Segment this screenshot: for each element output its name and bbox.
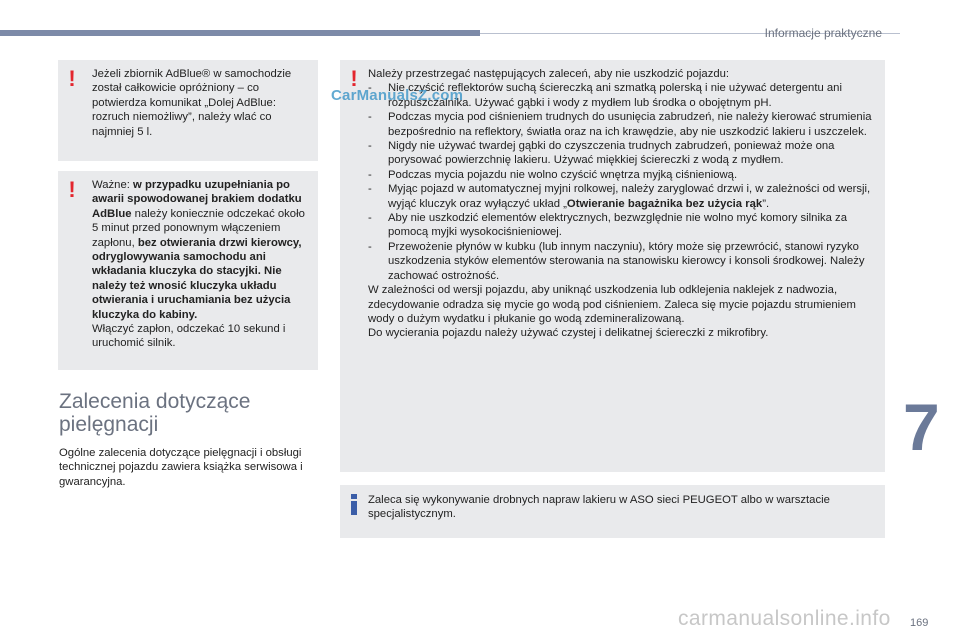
list-item: - Aby nie uszkodzić elementów elektrycznych, bezwzględnie nie wolno myć komory silnika za pomocą myjki wysokociśnieniowej.	[368, 211, 877, 240]
warning-exclamation-icon: !	[68, 66, 76, 91]
cleaning-list	[368, 81, 877, 283]
info-box	[340, 485, 885, 538]
list-item: - Myjąc pojazd w automatycznej myjni rolkowej, należy zaryglować drzwi i, w zależności od wersji, wyjąć kluczyk oraz wyłączyć układ „Otwieranie bagażnika bez użycia rąk”.	[368, 182, 877, 211]
info-text: Zaleca się wykonywanie drobnych napraw lakieru w ASO sieci PEUGEOT albo w warsztacie specjalistycznym.	[368, 494, 830, 521]
adblue-refill-warning-box	[58, 171, 318, 370]
list-item: - Podczas mycia pod ciśnieniem trudnych do usunięcia zabrudzeń, nie należy kierować strumienia bezpośrednio na reflektory, światła oraz na ich krawędzie, aby nie uszkodzić lakieru i uszczelek.	[368, 110, 877, 139]
info-icon	[348, 494, 360, 516]
warning-exclamation-icon: !	[350, 66, 358, 91]
list-item: - Nigdy nie używać twardej gąbki do czyszczenia trudnych zabrudzeń, ponieważ może ona porysować powierzchnię lakieru. Używać miękkiej ściereczki z wodą z mydłem.	[368, 139, 877, 168]
warning-exclamation-icon: !	[68, 177, 76, 202]
cleaning-paragraph-2: Do wycierania pojazdu należy używać czystej i delikatnej ściereczki z mikrofibry.	[368, 327, 769, 340]
adblue-empty-warning-text: Jeżeli zbiornik AdBlue® w samochodzie został całkowicie opróżniony – co potwierdza komunikat „Dolej AdBlue: rozruch niemożliwy”, należy wlać co najmniej 5 l.	[92, 68, 292, 138]
list-item: - Przewożenie płynów w kubku (lub innym naczyniu), który może się przewrócić, stanowi ryzyko uszkodzenia styków elementów sterowania na stanowisku kierowcy i konsoli środkowej. Należy zachować ostrożność.	[368, 240, 877, 283]
care-section-body: Ogólne zalecenia dotyczące pielęgnacji i obsługi technicznej pojazdu zawiera książka serwisowa i gwarancyjna.	[59, 447, 303, 488]
section-title: Informacje praktyczne	[764, 26, 882, 40]
list-item: - Podczas mycia pojazdu nie wolno czyścić wnętrza myjką ciśnieniową.	[368, 168, 877, 182]
adblue-refill-warning-text: Ważne: w przypadku uzupełniania po awarii spowodowanej brakiem dodatku AdBlue należy koniecznie odczekać około 5 minut przed ponownym włączeniem zapłonu, bez otwierania drzwi kierowcy, odryglowywania samochodu ani wkładania kluczyka do stacyjki. Nie należy też wnosić kluczyka układu otwierania i uruchamiania bez użycia kluczyka do kabiny.	[92, 179, 305, 321]
page-number: 169	[910, 617, 929, 629]
adblue-empty-warning-box	[58, 60, 318, 161]
chapter-number: 7	[903, 390, 940, 464]
care-section-title: Zalecenia dotyczące pielęgnacji	[59, 390, 251, 436]
watermark-top: CarManualsZ.com	[331, 87, 464, 104]
watermark-bottom: carmanualsonline.info	[678, 607, 891, 630]
cleaning-paragraph-1: W zależności od wersji pojazdu, aby uniknąć uszkodzenia lub odklejenia naklejek z nadwozia, zdecydowanie odradza się mycie go wodą pod ciśnieniem. Zaleca się mycie pojazdu strumieniem wody o dużym wydatku i płukanie go wodą zdemineralizowaną.	[368, 284, 856, 325]
cleaning-intro: Należy przestrzegać następujących zaleceń, aby nie uszkodzić pojazdu:	[368, 68, 730, 80]
adblue-refill-warning-after: Włączyć zapłon, odczekać 10 sekund i uruchomić silnik.	[92, 323, 286, 350]
list-item: - Nie czyścić reflektorów suchą ściereczką ani szmatką polerską i nie używać detergentu ani rozpuszczalnika. Używać gąbki i wody z mydłem lub środka o obojętnym pH.	[368, 81, 877, 110]
header-accent-bar	[0, 30, 480, 36]
cleaning-warning-box	[340, 60, 885, 472]
